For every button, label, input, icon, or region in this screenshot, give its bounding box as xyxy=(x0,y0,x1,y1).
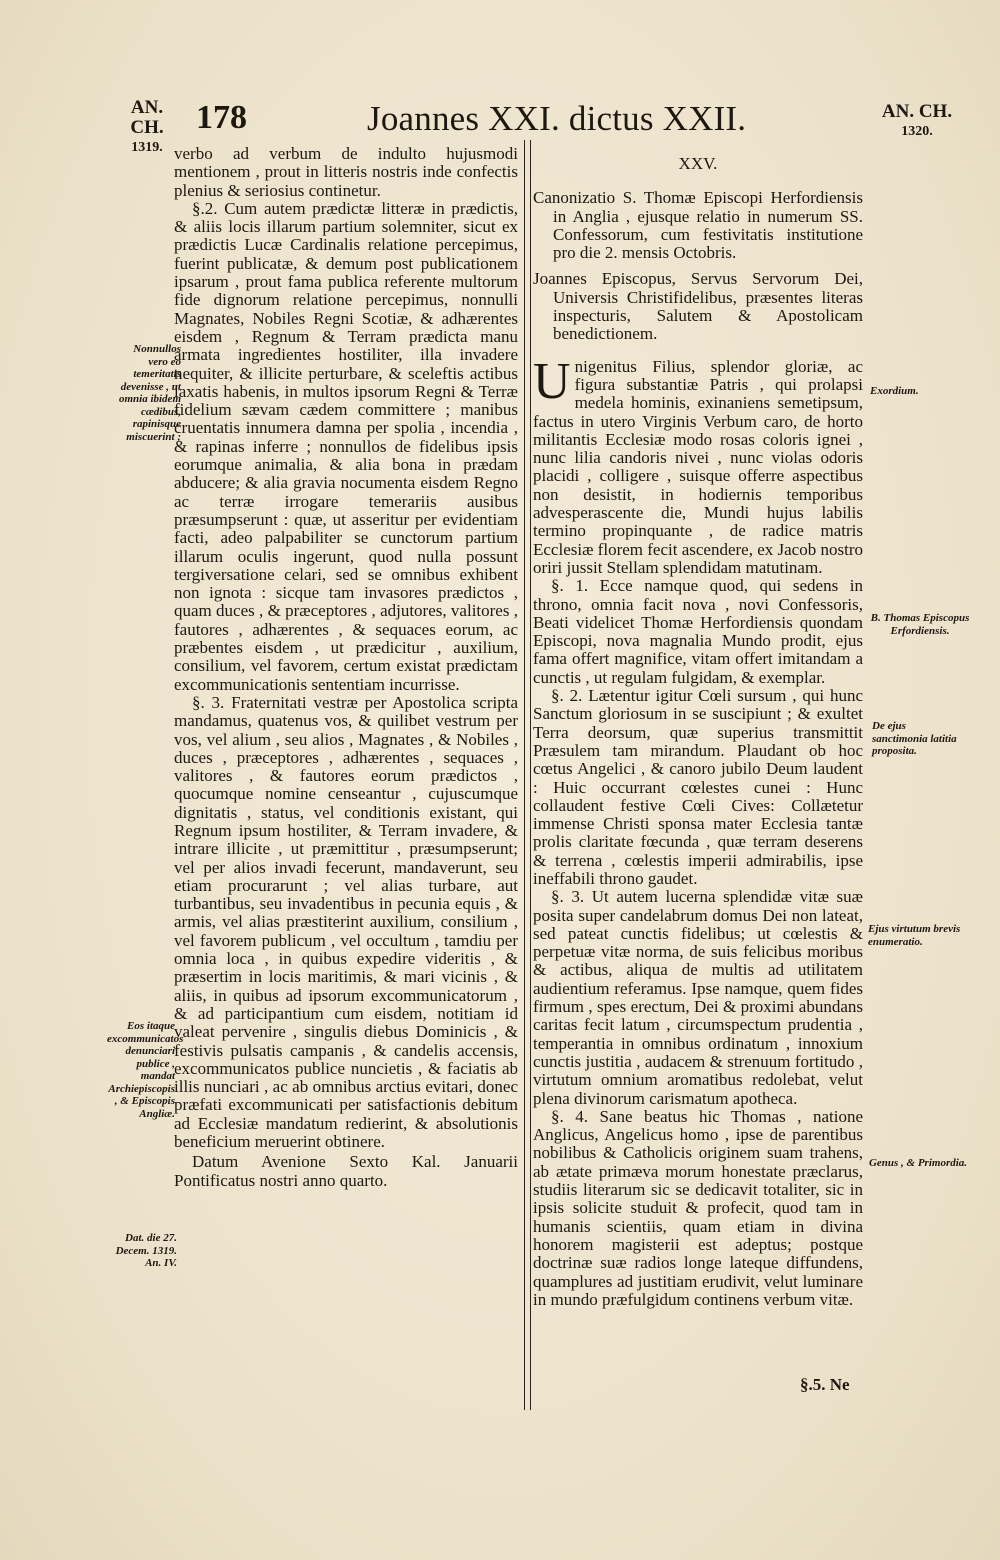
right-paragraph: Unigenitus Filius, splendor gloriæ, ac figura substantiæ Patris , qui prolapsi medela hominis, exinaniens semetipsum, factus in utero Virginis Verbum caro, de horto militantis Ecclesiæ modo rosas coloris ignei , nunc lilia candoris nivei , nunc violas odoris placidi , colligere , suisque offerre aspectibus non desistit, in hodiernis temporibus advesperascente die, Mundi hujus labilis termino propinquante , de radice matris Ecclesiæ florem fecit ascendere, ex Jacob nostro oriri jussit Stellam splendidam matutinam. xyxy=(533,352,863,577)
margin-note-left-2: Eos itaque excommunicatos denunciari publice , mandat Archiepiscopis , & Episcopis Angliæ. xyxy=(107,1020,184,1120)
right-paragraph: §. 4. Sane beatus hic Thomas , natione Anglicus, Angelicus homo , ipse de parentibus nobilibus & Catholicis originem suam trahens, ab ætate primæva morum honestate præclarus, studiis literarum sic se dedicavit totaliter, sic in ipsis solicite studuit & profecit, quod tam in humanis scientiis, quam etiam in divina honorem magisterii est adeptus; postque doctrinæ suæ radios longe lateque diffundens, quamplures ad justitiam erudivit, velut luminare in mundo præfulgidum continens verbum vitæ. xyxy=(533,1106,863,1309)
left-paragraph: §.2. Cum autem prædictæ litteræ in prædictis, & aliis locis illarum partium solemniter, sicut ex prædictis Lucæ Cardinalis relatione percepimus, fuerint publicatæ, & demum post publicationem ipsarum , prout fama publica referente multorum fide dignorum relatione percepimus, nonnulli Magnates, Nobiles Regni Scotiæ, & adhærentes eisdem , Regnum & Terram prædicta manu armata ingredientes hostiliter, illa invadere nequiter, & illicite perturbare, & sceleftis actibus laxatis habenis, in multos ipsorum Regni & Terræ fidelium sævam cædem committere ; manibus cruentatis innumera damna per spolia , incendia , & rapinas inferre ; nonnullos de fidelibus ipsis eorumque animalia, & alia bona in prædam abducere; & alia gravia nocumenta eisdem Regno ac terræ irrogare temerariis ausibus præsumpserunt : quæ, ut asseritur per evidentiam facti, adeo palpabiliter se cunctorum partium illarum oculis ingerunt, quod nulla possunt tergiversatione celari, sed se omnibus exhibent non ignota : sicque tam invasores prædictos , quam duces , & præceptores , adjutores, valitores , fautores , adhærentes , & sequaces eorum, ac præbentes eisdem , ut prædicitur , auxilium, consilium, vel favorem, certum existat prædictam excommunicationis sententiam incurrisse. xyxy=(174,198,518,694)
an-ch-label-left: AN. CH. xyxy=(130,97,164,138)
left-paragraph: §. 3. Fraternitati vestræ per Apostolica scripta mandamus, quatenus vos, & quilibet vestrum per vos, vel alium , seu alios , Magnates , & Nobiles , duces , præceptores , adhærentes , sequaces , valitores , & fautores eorum prædictos , quocumque nomine censeantur , cujuscumque dignitatis , status, vel conditionis existant, qui Regnum ipsum hostiliter, & Terram invadere, & intrare illicite , ut præmittitur , præsumpserunt; vel per alios invadi fecerunt, mandaverunt, seu etiam procurarunt ; vel alias turbare, aut turbantibus, seu invadentibus in pecunia equis , & armis, vel alias præstiterint auxilium, consilium , vel favorem publicum , vel occultum , tamdiu per omnia loca , in quibus expedire videritis , & præsertim in locis maritimis, & mari vicinis , & aliis, in quibus ad ipsorum excommunicatorum , & ad participantium cum eisdem, notitiam id valeat pervenire , singulis diebus Dominicis , & festivis pulsatis campanis , & candelis accensis, excommunicatos publice nuncietis , & faciatis ab illis nunciari , ac ab omnibus arctius evitari, donec præfati excommunicati per satisfactionis debitum ad Ecclesiæ mandatum redierint, & absolutionis beneficium meruerint obtinere. xyxy=(174,692,518,1152)
right-paragraph: §. 3. Ut autem lucerna splendidæ vitæ suæ posita super candelabrum domus Dei non lateat, sed pateat cunctis fidelibus; ut cœlestis & perpetuæ vitæ norma, de suis felicibus moribus & actibus, aliqua de multis ad utilitatem audientium referamus. Ipse namque, quem fides firmum , spes erectum, Dei & proximi abundans caritas fecit latum , circumspectum prudentia , temperantia in omnibus ordinatum , innoxium cunctis justitia , audacem & strenuum fortitudo , virtutum omnium aromatibus redolebat, velut plena divinorum carismatum apotheca. xyxy=(533,887,863,1108)
year-right: 1320. xyxy=(901,124,933,139)
right-column xyxy=(533,155,863,1405)
anno-christi-right xyxy=(872,102,962,142)
margin-note-left-3: Dat. die 27. Decem. 1319. An. IV. xyxy=(115,1232,177,1269)
margin-note-right-5: Genus , & Primordia. xyxy=(868,1157,968,1169)
page-number: 178 xyxy=(196,99,247,136)
margin-note-right-1: Exordium. xyxy=(870,385,919,397)
an-ch-label-right: AN. CH. xyxy=(881,101,953,122)
anno-christi-left xyxy=(112,98,182,158)
section-summary: Canonizatio S. Thomæ Episcopi Herfordiensis in Anglia , ejusque relatio in numerum SS. Confessorum, cum festivitatis institutione pro die 2. mensis Octobris. xyxy=(533,188,863,263)
column-divider xyxy=(524,140,531,1410)
section-heading: XXV. xyxy=(678,154,718,173)
year-left: 1319. xyxy=(131,140,163,155)
catchword: §.5. Ne xyxy=(800,1375,850,1394)
right-paragraph: §. 2. Lætentur igitur Cœli sursum , qui hunc Sanctum gloriosum in se suscipiunt ; & exultet Terra deorsum, quæ superius transmittit Præsulem tam mirandum. Plaudant ob hoc cœtus Angelici , & canoro jubilo Deum laudent : Huic occurrant cœlestes cunei : Hunc collaudent festive Cœli Cives: Collætetur immense Christi sponsa mater Ecclesia tantæ prolis claritate fœcunda , quæ terram deserens & terrena , cœlestis imperii admirabilis, ipse ineffabili throno gaudet. xyxy=(533,686,863,888)
left-column xyxy=(174,145,518,1295)
margin-note-right-3: De ejus sanctimonia latitia proposita. xyxy=(872,720,957,757)
date-line: Datum Avenione Sexto Kal. Januarii Pontificatus nostri anno quarto. xyxy=(174,1152,518,1190)
margin-note-right-2: B. Thomas Episcopus Erfordiensis. xyxy=(870,612,970,637)
margin-note-right-4: Ejus virtutum brevis enumeratio. xyxy=(868,923,961,948)
left-paragraph: verbo ad verbum de indulto hujusmodi mentionem , prout in litteris nostris inde confectis plenius & seriosius continetur. xyxy=(174,144,518,200)
right-paragraph: §. 1. Ecce namque quod, qui sedens in throno, omnia facit nova , novi Confessoris, Beati videlicet Thomæ Herfordiensis quondam Episcopi, nova magnalia Mundo prodit, ejus fama offert magnifice, vitam offert imitandam a cunctis , ut regulam fulgidam, & exemplar. xyxy=(533,576,863,687)
margin-note-left-1: Nonnullos vero eo temeritatis devenisse , ut omnia ibidem cædibus, rapinisque miscuerint ; xyxy=(118,343,181,443)
running-title: Joannes XXI. dictus XXII. xyxy=(367,99,747,138)
papal-greeting: Joannes Episcopus, Servus Servorum Dei, Universis Christifidelibus, præsentes literas inspecturis, Salutem & Apostolicam benedictionem. xyxy=(533,269,863,344)
